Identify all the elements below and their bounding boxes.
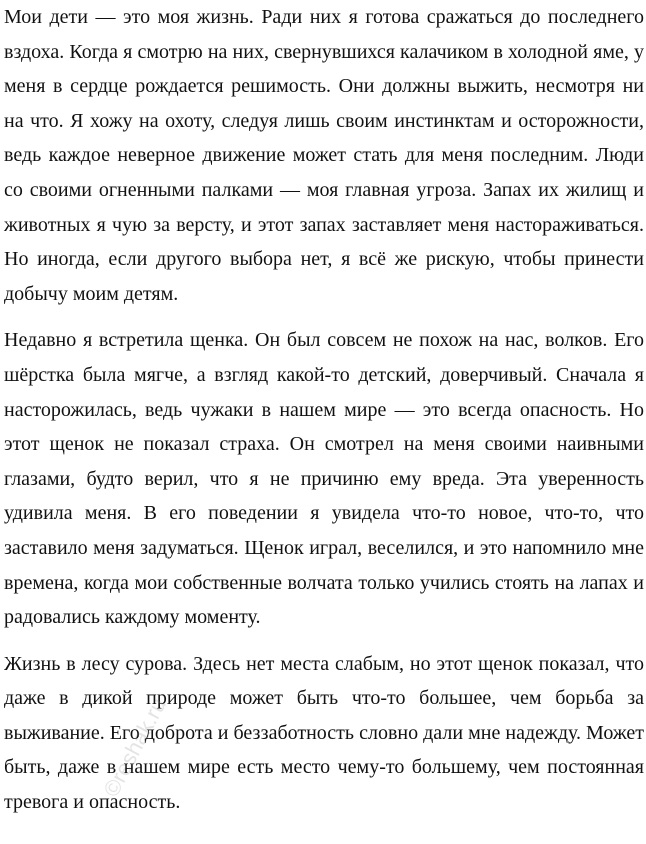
watermark-text: ©reshak.ru (98, 693, 172, 801)
paragraph-3: Жизнь в лесу сурова. Здесь нет места слабым, но этот щенок показал, что даже в дикой природе может быть что-то большее, чем борьба за выживание. Его доброта и беззаботность словно дали мне надежду. Может быть, даже в нашем мире есть место чему-то большему, чем постоянная тревога и опасность. (4, 652, 644, 814)
paragraph-2: Недавно я встретила щенка. Он был совсем не похож на нас, волков. Его шёрстка была мягче, а взгляд какой-то детский, доверчивый. Сначала я насторожилась, ведь чужаки в нашем мире — это всегда опасность. Но этот щенок не показал страха. Он смотрел на меня своими наивными глазами, будто верил, что я не причиню ему вреда. Эта уверенность удивила меня. В его поведении я увидела что-то новое, что-то, что заставило меня задуматься. Щенок играл, веселился, и это напомнило мне времена, когда мои собственные волчата только учились стоять на лапах и радовались каждому моменту. (4, 329, 644, 629)
document-body (4, 0, 644, 820)
paragraph-1: Мои дети — это моя жизнь. Ради них я готова сражаться до последнего вздоха. Когда я смотрю на них, свернувшихся калачиком в холодной яме, у меня в сердце рождается решимость. Они должны выжить, несмотря ни на что. Я хожу на охоту, следуя лишь своим инстинктам и осторожности, ведь каждое неверное движение может стать для меня последним. Люди со своими огненными палками — моя главная угроза. Запах их жилищ и животных я чую за версту, и этот запах заставляет меня настораживаться. Но иногда, если другого выбора нет, я всё же рискую, чтобы принести добычу моим детям. (4, 6, 644, 305)
